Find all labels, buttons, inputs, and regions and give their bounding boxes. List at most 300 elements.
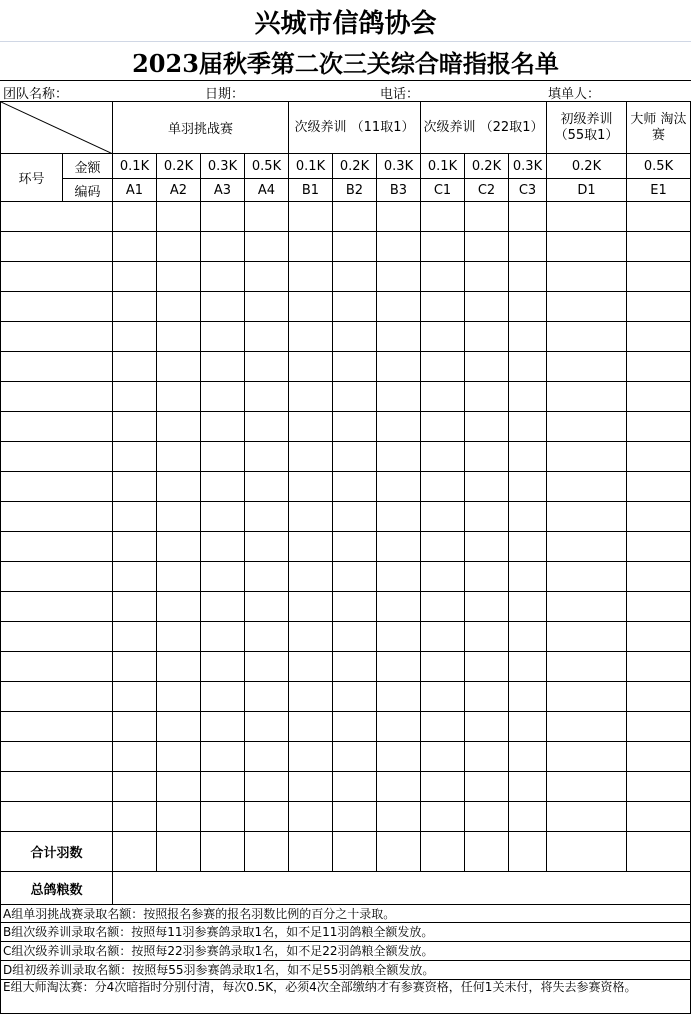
entry-cell[interactable] (509, 562, 547, 592)
entry-cell[interactable] (289, 682, 333, 712)
entry-cell[interactable] (377, 592, 421, 622)
ring-number-cell[interactable] (1, 202, 113, 232)
entry-cell[interactable] (113, 322, 157, 352)
entry-cell[interactable] (333, 292, 377, 322)
entry-cell[interactable] (421, 532, 465, 562)
entry-cell[interactable] (289, 592, 333, 622)
entry-cell[interactable] (289, 652, 333, 682)
entry-row (1, 712, 691, 742)
entry-cell[interactable] (421, 742, 465, 772)
ring-number-cell[interactable] (1, 442, 113, 472)
total-count-cell[interactable] (547, 832, 627, 872)
entry-cell[interactable] (547, 682, 627, 712)
entry-cell[interactable] (377, 772, 421, 802)
entry-cell[interactable] (421, 652, 465, 682)
entry-row (1, 382, 691, 412)
entry-cell[interactable] (465, 742, 509, 772)
entry-cell[interactable] (465, 712, 509, 742)
entry-cell[interactable] (157, 772, 201, 802)
code-row (1, 179, 691, 202)
entry-cell[interactable] (333, 562, 377, 592)
ring-number-cell[interactable] (1, 292, 113, 322)
entry-cell[interactable] (377, 412, 421, 442)
entry-cell[interactable] (377, 742, 421, 772)
total-grain-cell[interactable] (113, 872, 691, 905)
entry-cell[interactable] (465, 382, 509, 412)
entry-cell[interactable] (547, 232, 627, 262)
entry-cell[interactable] (245, 262, 289, 292)
entry-cell[interactable] (465, 682, 509, 712)
entry-cell[interactable] (627, 262, 691, 292)
total-count-cell[interactable] (465, 832, 509, 872)
entry-cell[interactable] (421, 502, 465, 532)
entry-cell[interactable] (377, 802, 421, 832)
ring-number-cell[interactable] (1, 502, 113, 532)
entry-cell[interactable] (627, 562, 691, 592)
entry-cell[interactable] (421, 442, 465, 472)
entry-cell[interactable] (245, 322, 289, 352)
entry-cell[interactable] (377, 712, 421, 742)
entry-cell[interactable] (509, 232, 547, 262)
total-count-cell[interactable] (245, 832, 289, 872)
entry-cell[interactable] (465, 442, 509, 472)
entry-cell[interactable] (627, 322, 691, 352)
entry-cell[interactable] (333, 802, 377, 832)
entry-cell[interactable] (157, 472, 201, 502)
entry-cell[interactable] (201, 802, 245, 832)
entry-cell[interactable] (465, 802, 509, 832)
entry-cell[interactable] (377, 322, 421, 352)
entry-cell[interactable] (201, 622, 245, 652)
entry-cell[interactable] (509, 262, 547, 292)
entry-cell[interactable] (377, 262, 421, 292)
entry-cell[interactable] (421, 292, 465, 322)
ring-number-cell[interactable] (1, 742, 113, 772)
entry-cell[interactable] (421, 322, 465, 352)
filler-field[interactable]: 填单人： (548, 87, 601, 102)
entry-cell[interactable] (421, 682, 465, 712)
entry-cell[interactable] (201, 352, 245, 382)
entry-cell[interactable] (377, 472, 421, 502)
ring-number-cell[interactable] (1, 802, 113, 832)
entry-cell[interactable] (509, 382, 547, 412)
entry-cell[interactable] (333, 622, 377, 652)
entry-cell[interactable] (627, 412, 691, 442)
entry-cell[interactable] (245, 352, 289, 382)
entry-cell[interactable] (465, 412, 509, 442)
entry-cell[interactable] (333, 772, 377, 802)
entry-cell[interactable] (289, 742, 333, 772)
group-a-header: 单羽挑战赛 (113, 102, 289, 154)
entry-cell[interactable] (289, 382, 333, 412)
entry-cell[interactable] (245, 502, 289, 532)
entry-cell[interactable] (113, 502, 157, 532)
entry-cell[interactable] (333, 322, 377, 352)
entry-cell[interactable] (201, 502, 245, 532)
entry-cell[interactable] (509, 502, 547, 532)
entry-cell[interactable] (627, 202, 691, 232)
entry-cell[interactable] (333, 202, 377, 232)
entry-cell[interactable] (289, 622, 333, 652)
entry-cell[interactable] (201, 442, 245, 472)
date-field[interactable]: 日期： (205, 87, 245, 102)
entry-cell[interactable] (377, 202, 421, 232)
entry-cell[interactable] (421, 472, 465, 502)
entry-cell[interactable] (245, 742, 289, 772)
entry-cell[interactable] (157, 232, 201, 262)
entry-cell[interactable] (465, 622, 509, 652)
entry-cell[interactable] (509, 532, 547, 562)
entry-cell[interactable] (157, 502, 201, 532)
entry-cell[interactable] (201, 202, 245, 232)
entry-cell[interactable] (465, 232, 509, 262)
ring-number-cell[interactable] (1, 352, 113, 382)
entry-cell[interactable] (509, 802, 547, 832)
entry-cell[interactable] (245, 532, 289, 562)
entry-cell[interactable] (465, 202, 509, 232)
entry-cell[interactable] (113, 802, 157, 832)
entry-cell[interactable] (627, 802, 691, 832)
entry-cell[interactable] (157, 622, 201, 652)
entry-cell[interactable] (113, 592, 157, 622)
total-count-cell[interactable] (421, 832, 465, 872)
entry-cell[interactable] (333, 352, 377, 382)
entry-cell[interactable] (245, 202, 289, 232)
entry-cell[interactable] (547, 322, 627, 352)
entry-cell[interactable] (547, 652, 627, 682)
entry-cell[interactable] (547, 442, 627, 472)
entry-cell[interactable] (333, 262, 377, 292)
entry-cell[interactable] (113, 742, 157, 772)
ring-number-cell[interactable] (1, 592, 113, 622)
entry-cell[interactable] (245, 622, 289, 652)
entry-cell[interactable] (627, 382, 691, 412)
entry-cell[interactable] (465, 652, 509, 682)
entry-cell[interactable] (465, 532, 509, 562)
entry-cell[interactable] (333, 412, 377, 442)
entry-cell[interactable] (421, 592, 465, 622)
entry-cell[interactable] (245, 772, 289, 802)
entry-cell[interactable] (113, 532, 157, 562)
entry-cell[interactable] (245, 292, 289, 322)
entry-cell[interactable] (509, 472, 547, 502)
ring-number-cell[interactable] (1, 712, 113, 742)
entry-cell[interactable] (113, 232, 157, 262)
entry-cell[interactable] (421, 382, 465, 412)
entry-cell[interactable] (333, 232, 377, 262)
entry-cell[interactable] (113, 262, 157, 292)
entry-cell[interactable] (333, 532, 377, 562)
entry-row (1, 682, 691, 712)
entry-cell[interactable] (157, 322, 201, 352)
entry-cell[interactable] (509, 442, 547, 472)
entry-cell[interactable] (113, 652, 157, 682)
entry-cell[interactable] (509, 412, 547, 442)
entry-cell[interactable] (289, 562, 333, 592)
entry-cell[interactable] (509, 202, 547, 232)
entry-cell[interactable] (201, 712, 245, 742)
entry-cell[interactable] (289, 262, 333, 292)
entry-cell[interactable] (157, 592, 201, 622)
entry-cell[interactable] (627, 772, 691, 802)
entry-cell[interactable] (289, 322, 333, 352)
total-count-cell[interactable] (113, 832, 157, 872)
entry-cell[interactable] (627, 502, 691, 532)
entry-cell[interactable] (113, 292, 157, 322)
entry-cell[interactable] (421, 712, 465, 742)
entry-cell[interactable] (465, 502, 509, 532)
entry-cell[interactable] (201, 292, 245, 322)
entry-cell[interactable] (201, 472, 245, 502)
entry-cell[interactable] (509, 772, 547, 802)
entry-cell[interactable] (245, 442, 289, 472)
entry-cell[interactable] (201, 592, 245, 622)
entry-cell[interactable] (465, 322, 509, 352)
total-grain-row (1, 872, 691, 905)
entry-cell[interactable] (157, 532, 201, 562)
entry-cell[interactable] (509, 742, 547, 772)
entry-cell[interactable] (509, 682, 547, 712)
entry-cell[interactable] (377, 502, 421, 532)
entry-cell[interactable] (627, 352, 691, 382)
ring-number-cell[interactable] (1, 622, 113, 652)
entry-cell[interactable] (377, 532, 421, 562)
entry-cell[interactable] (245, 712, 289, 742)
entry-cell[interactable] (157, 742, 201, 772)
team-name-field[interactable]: 团队名称： (3, 87, 69, 102)
entry-cell[interactable] (333, 592, 377, 622)
entry-cell[interactable] (465, 352, 509, 382)
entry-cell[interactable] (201, 232, 245, 262)
entry-cell[interactable] (289, 442, 333, 472)
entry-cell[interactable] (547, 202, 627, 232)
entry-cell[interactable] (627, 472, 691, 502)
entry-cell[interactable] (627, 442, 691, 472)
entry-cell[interactable] (547, 622, 627, 652)
entry-cell[interactable] (377, 622, 421, 652)
entry-cell[interactable] (113, 442, 157, 472)
entry-cell[interactable] (377, 292, 421, 322)
ring-number-cell[interactable] (1, 412, 113, 442)
entry-cell[interactable] (289, 412, 333, 442)
entry-cell[interactable] (509, 292, 547, 322)
entry-cell[interactable] (627, 742, 691, 772)
entry-cell[interactable] (547, 592, 627, 622)
entry-cell[interactable] (421, 772, 465, 802)
entry-cell[interactable] (377, 652, 421, 682)
entry-cell[interactable] (465, 592, 509, 622)
total-count-cell[interactable] (627, 832, 691, 872)
entry-cell[interactable] (157, 262, 201, 292)
entry-cell[interactable] (289, 472, 333, 502)
entry-cell[interactable] (333, 442, 377, 472)
entry-cell[interactable] (627, 532, 691, 562)
entry-cell[interactable] (547, 292, 627, 322)
total-count-cell[interactable] (201, 832, 245, 872)
entry-cell[interactable] (289, 772, 333, 802)
entry-cell[interactable] (547, 502, 627, 532)
entry-cell[interactable] (157, 682, 201, 712)
entry-cell[interactable] (157, 802, 201, 832)
entry-cell[interactable] (245, 592, 289, 622)
ring-number-cell[interactable] (1, 322, 113, 352)
entry-cell[interactable] (157, 562, 201, 592)
entry-cell[interactable] (421, 202, 465, 232)
entry-cell[interactable] (289, 292, 333, 322)
entry-cell[interactable] (245, 472, 289, 502)
entry-cell[interactable] (201, 772, 245, 802)
entry-cell[interactable] (465, 562, 509, 592)
entry-cell[interactable] (157, 712, 201, 742)
ring-number-cell[interactable] (1, 772, 113, 802)
entry-cell[interactable] (333, 502, 377, 532)
entry-cell[interactable] (333, 382, 377, 412)
entry-cell[interactable] (289, 352, 333, 382)
entry-cell[interactable] (547, 772, 627, 802)
entry-cell[interactable] (113, 382, 157, 412)
entry-cell[interactable] (547, 352, 627, 382)
entry-cell[interactable] (201, 652, 245, 682)
entry-cell[interactable] (333, 472, 377, 502)
entry-cell[interactable] (547, 532, 627, 562)
entry-cell[interactable] (465, 472, 509, 502)
entry-cell[interactable] (201, 382, 245, 412)
entry-cell[interactable] (245, 382, 289, 412)
entry-cell[interactable] (509, 712, 547, 742)
entry-cell[interactable] (627, 232, 691, 262)
entry-cell[interactable] (509, 622, 547, 652)
entry-cell[interactable] (289, 202, 333, 232)
entry-cell[interactable] (113, 682, 157, 712)
entry-cell[interactable] (201, 262, 245, 292)
entry-cell[interactable] (377, 682, 421, 712)
ring-number-cell[interactable] (1, 652, 113, 682)
entry-cell[interactable] (547, 742, 627, 772)
entry-cell[interactable] (333, 682, 377, 712)
entry-cell[interactable] (289, 802, 333, 832)
entry-cell[interactable] (245, 802, 289, 832)
entry-cell[interactable] (627, 292, 691, 322)
ring-number-cell[interactable] (1, 562, 113, 592)
total-count-cell[interactable] (377, 832, 421, 872)
ring-number-cell[interactable] (1, 382, 113, 412)
entry-cell[interactable] (289, 532, 333, 562)
ring-number-cell[interactable] (1, 682, 113, 712)
entry-cell[interactable] (201, 412, 245, 442)
entry-cell[interactable] (627, 712, 691, 742)
entry-cell[interactable] (113, 412, 157, 442)
entry-cell[interactable] (201, 532, 245, 562)
entry-cell[interactable] (333, 742, 377, 772)
entry-cell[interactable] (157, 352, 201, 382)
entry-cell[interactable] (627, 652, 691, 682)
entry-cell[interactable] (547, 262, 627, 292)
entry-cell[interactable] (157, 412, 201, 442)
entry-cell[interactable] (377, 232, 421, 262)
total-count-cell[interactable] (289, 832, 333, 872)
entry-cell[interactable] (377, 562, 421, 592)
entry-cell[interactable] (333, 712, 377, 742)
entry-cell[interactable] (113, 352, 157, 382)
entry-cell[interactable] (547, 412, 627, 442)
entry-cell[interactable] (421, 352, 465, 382)
entry-cell[interactable] (421, 412, 465, 442)
entry-cell[interactable] (201, 322, 245, 352)
entry-cell[interactable] (289, 712, 333, 742)
entry-cell[interactable] (547, 712, 627, 742)
total-count-cell[interactable] (157, 832, 201, 872)
entry-cell[interactable] (113, 562, 157, 592)
entry-cell[interactable] (245, 682, 289, 712)
entry-cell[interactable] (157, 202, 201, 232)
entry-cell[interactable] (627, 592, 691, 622)
entry-cell[interactable] (377, 352, 421, 382)
entry-cell[interactable] (509, 592, 547, 622)
entry-cell[interactable] (547, 382, 627, 412)
entry-cell[interactable] (157, 292, 201, 322)
entry-cell[interactable] (113, 772, 157, 802)
total-count-cell[interactable] (509, 832, 547, 872)
entry-cell[interactable] (157, 382, 201, 412)
code-cell: C1 (421, 179, 465, 202)
entry-cell[interactable] (289, 232, 333, 262)
entry-cell[interactable] (201, 682, 245, 712)
entry-cell[interactable] (465, 292, 509, 322)
entry-cell[interactable] (547, 802, 627, 832)
entry-cell[interactable] (509, 652, 547, 682)
entry-cell[interactable] (509, 352, 547, 382)
entry-cell[interactable] (201, 562, 245, 592)
entry-cell[interactable] (201, 742, 245, 772)
group-b-header: 次级养训 （11取1） (289, 102, 421, 154)
entry-cell[interactable] (245, 562, 289, 592)
entry-cell[interactable] (509, 322, 547, 352)
ring-number-cell[interactable] (1, 472, 113, 502)
entry-cell[interactable] (377, 382, 421, 412)
entry-cell[interactable] (245, 412, 289, 442)
entry-cell[interactable] (465, 262, 509, 292)
total-count-cell[interactable] (333, 832, 377, 872)
entry-cell[interactable] (627, 682, 691, 712)
entry-cell[interactable] (421, 232, 465, 262)
entry-cell[interactable] (113, 622, 157, 652)
ring-number-cell[interactable] (1, 262, 113, 292)
entry-cell[interactable] (465, 772, 509, 802)
entry-cell[interactable] (113, 712, 157, 742)
entry-cell[interactable] (421, 802, 465, 832)
entry-cell[interactable] (113, 202, 157, 232)
entry-cell[interactable] (157, 442, 201, 472)
entry-cell[interactable] (547, 562, 627, 592)
entry-cell[interactable] (421, 622, 465, 652)
entry-cell[interactable] (289, 502, 333, 532)
entry-cell[interactable] (245, 652, 289, 682)
entry-cell[interactable] (421, 562, 465, 592)
entry-cell[interactable] (333, 652, 377, 682)
entry-cell[interactable] (627, 622, 691, 652)
ring-number-cell[interactable] (1, 532, 113, 562)
entry-cell[interactable] (421, 262, 465, 292)
entry-cell[interactable] (113, 472, 157, 502)
entry-cell[interactable] (245, 232, 289, 262)
entry-cell[interactable] (157, 652, 201, 682)
entry-cell[interactable] (547, 472, 627, 502)
notes-section (0, 904, 691, 1014)
phone-field[interactable]: 电话： (380, 87, 420, 102)
entry-cell[interactable] (377, 442, 421, 472)
ring-number-cell[interactable] (1, 232, 113, 262)
group-c-header: 次级养训 （22取1） (421, 102, 547, 154)
